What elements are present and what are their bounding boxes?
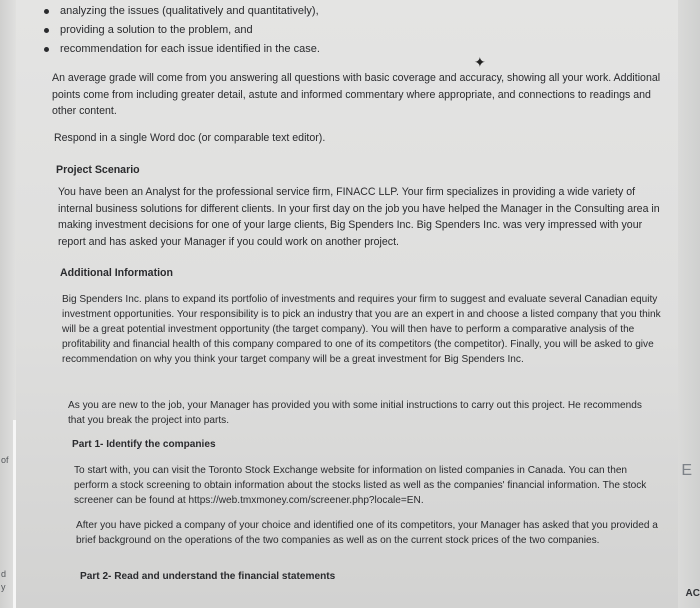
- right-margin-letter: E: [681, 462, 692, 479]
- scenario-paragraph: You have been an Analyst for the professional service firm, FINACC LLP. Your firm specializes in providing a wide variety of internal business solutions for different clients. In your first day on the job you have helped the Manager in the Consulting area in making investment decisions for one of your large clients, Big Spenders Inc. Big Spenders Inc. was very impressed with your report and has asked your Manager if you could work on another project.: [58, 186, 660, 248]
- grading-paragraph: An average grade will come from you answering all questions with basic coverage and accuracy, showing all your work. Additional points come from including greater detail, astute and informed commentary where appropriate, and connections to readings and other content.: [52, 72, 661, 117]
- document-page: [22, 0, 674, 608]
- part2-heading: Part 2- Read and understand the financial statements: [80, 571, 336, 582]
- window-edge-highlight: [13, 420, 16, 608]
- part1-heading: Part 1- Identify the companies: [72, 439, 216, 450]
- part1-paragraph: To start with, you can visit the Toronto Stock Exchange website for information on listed companies in Canada. You can then perform a stock screening to obtain information about the stocks listed as well as the companies' financial information. The stock screener can be found at https://web.tmxmoney.com/screener.php?locale=EN.: [74, 465, 647, 506]
- new-job-paragraph: As you are new to the job, your Manager has provided you with some initial instructions to carry out this project. He recommends that you break the project into parts.: [68, 400, 642, 426]
- part1-followup-paragraph: After you have picked a company of your choice and identified one of its competitors, your Manager has asked that you provided a brief background on the operations of the two companies as well as on the current stock prices of the two companies.: [76, 520, 658, 546]
- left-margin-text-2: d: [1, 569, 7, 579]
- left-margin-text-1: of: [1, 455, 9, 465]
- bullet-list: [42, 2, 320, 59]
- right-margin-label: AC: [685, 588, 700, 599]
- scenario-heading: Project Scenario: [56, 164, 140, 176]
- bullet-item: recommendation for each issue identified in the case.: [42, 40, 320, 59]
- left-window-edge: [0, 0, 16, 608]
- mouse-pointer-icon: ✦: [474, 54, 486, 70]
- bullet-item: analyzing the issues (qualitatively and quantitatively),: [42, 2, 320, 21]
- left-margin-text-3: y: [1, 582, 6, 592]
- respond-instruction: Respond in a single Word doc (or comparable text editor).: [54, 132, 326, 144]
- bullet-item: providing a solution to the problem, and: [42, 21, 320, 40]
- additional-info-paragraph: Big Spenders Inc. plans to expand its portfolio of investments and requires your firm to suggest and evaluate several Canadian equity investment opportunities. Your responsibility is to pick an industry that you are an expert in and choose a listed company that you think will be a great potential investment opportunity (the target company). You will then have to perform a comparative analysis of the profitability and financial health of this company compared to one of its competitors (the competitor). Finally, you will be asked to give recommendation on why you think your target company will be a great investment for Big Spenders Inc.: [62, 294, 661, 365]
- right-window-edge: [678, 0, 700, 608]
- additional-info-heading: Additional Information: [60, 267, 173, 279]
